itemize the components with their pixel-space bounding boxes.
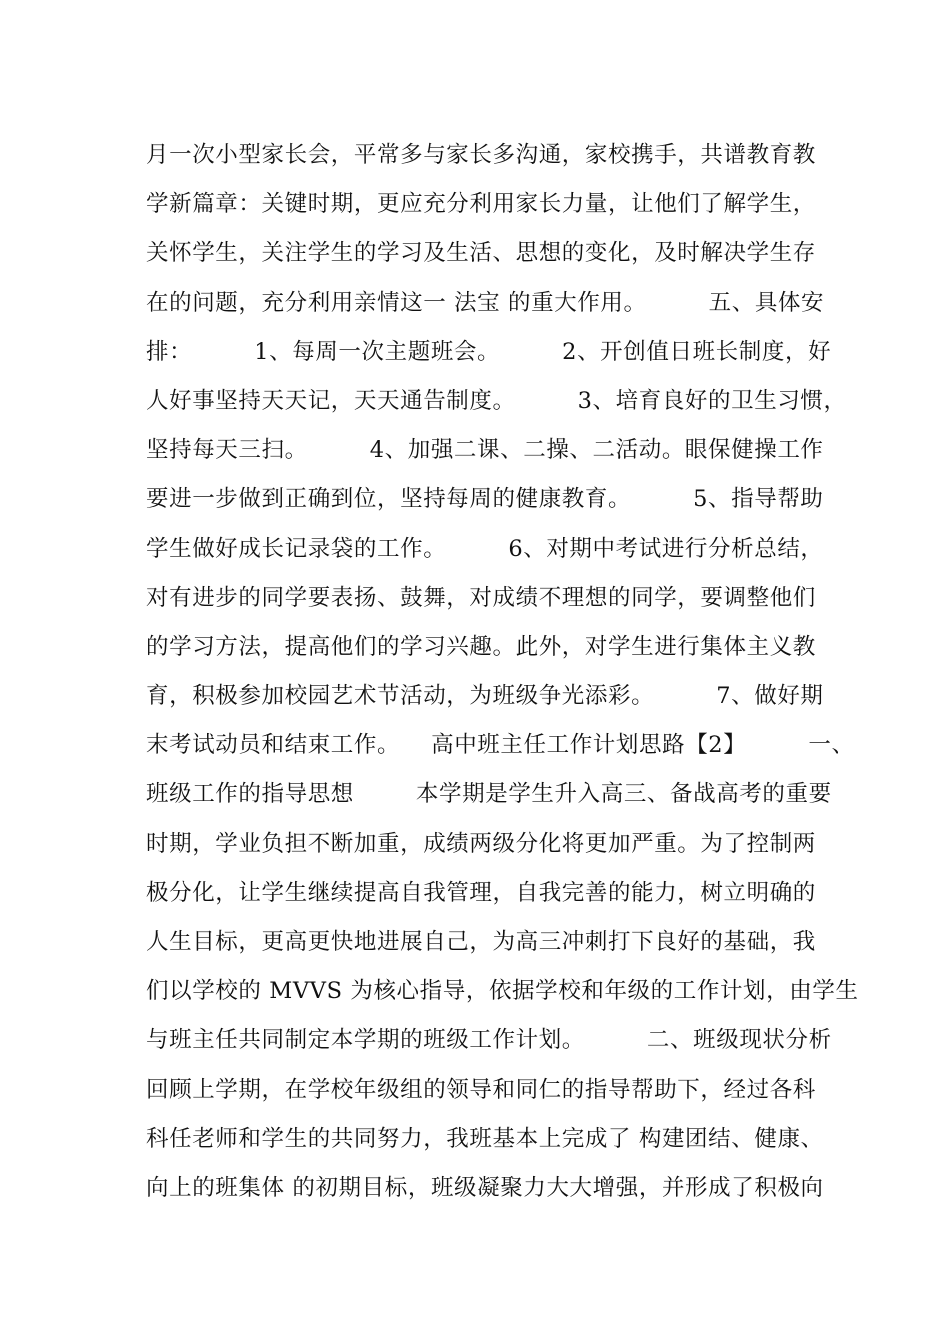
body-text	[146, 131, 859, 1213]
text-line: 极分化，让学生继续提高自我管理，自我完善的能力，树立明确的	[146, 879, 816, 906]
text-line: 排： 1、每周一次主题班会。 2、开创值日班长制度，好	[146, 338, 832, 365]
text-line: 末考试动员和结束工作。 高中班主任工作计划思路【2】 一、	[146, 732, 855, 759]
text-line: 要进一步做到正确到位，坚持每周的健康教育。 5、指导帮助	[146, 486, 824, 513]
text-line: 与班主任共同制定本学期的班级工作计划。 二、班级现状分析	[146, 1027, 832, 1054]
text-line: 月一次小型家长会，平常多与家长多沟通，家校携手，共谱教育教	[146, 142, 816, 168]
text-line: 坚持每天三扫。 4、加强二课、二操、二活动。眼保健操工作	[146, 437, 824, 464]
text-line: 育，积极参加校园艺术节活动，为班级争光添彩。 7、做好期	[146, 683, 824, 710]
text-line: 关怀学生，关注学生的学习及生活、思想的变化，及时解决学生存	[146, 240, 816, 267]
text-line: 回顾上学期，在学校年级组的领导和同仁的指导帮助下，经过各科	[146, 1076, 816, 1103]
text-line: 对有进步的同学要表扬、鼓舞，对成绩不理想的同学，要调整他们	[146, 584, 816, 611]
text-line: 人生目标，更高更快地进展自己，为高三冲刺打下良好的基础，我	[146, 929, 816, 955]
text-line: 学生做好成长记录袋的工作。 6、对期中考试进行分析总结，	[146, 535, 824, 562]
text-line: 班级工作的指导思想 本学期是学生升入高三、备战高考的重要	[146, 781, 832, 808]
text-line: 科任老师和学生的共同努力，我班基本上完成了 构建团结、健康、	[146, 1125, 824, 1152]
text-line: 人好事坚持天天记，天天通告制度。 3、培育良好的卫生习惯，	[146, 387, 847, 414]
text-line: 学新篇章：关键时期，更应充分利用家长力量，让他们了解学生，	[146, 191, 816, 218]
text-line: 的学习方法，提高他们的学习兴趣。此外，对学生进行集体主义教	[146, 633, 816, 660]
text-line: 时期，学业负担不断加重，成绩两级分化将更加严重。为了控制两	[146, 830, 816, 857]
text-line: 们以学校的 MVVS 为核心指导，依据学校和年级的工作计划，由学生	[146, 978, 859, 1005]
text-line: 在的问题，充分利用亲情这一 法宝 的重大作用。 五、具体安	[146, 289, 825, 316]
text-line: 向上的班集体 的初期目标，班级凝聚力大大增强，并形成了积极向	[146, 1174, 824, 1201]
